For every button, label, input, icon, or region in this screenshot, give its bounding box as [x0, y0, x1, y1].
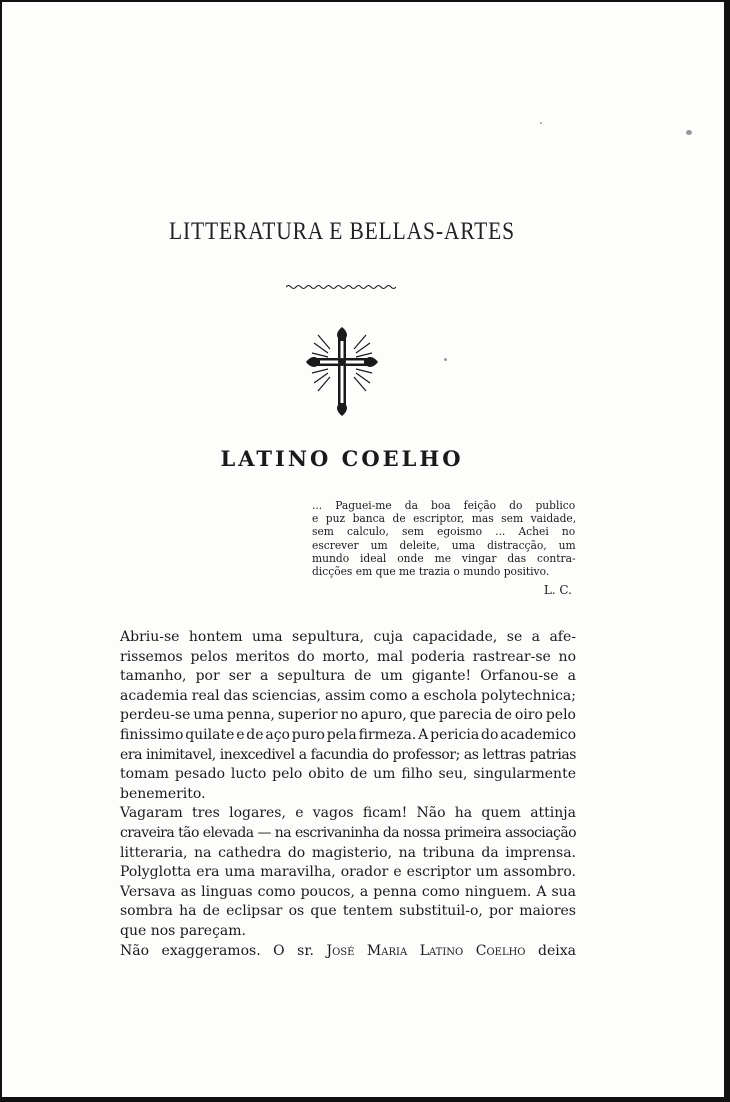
body-line-final	[120, 942, 576, 962]
body-line: Polyglotta era uma maravilha, orador e escriptor um assombro.	[120, 864, 576, 881]
paper-speck	[540, 122, 542, 124]
person-name: José Maria Latino Coelho	[326, 942, 526, 959]
paper-speck	[686, 130, 692, 135]
epigraph-line: ... Paguei-me da boa feição do publico	[312, 499, 576, 512]
epigraph-line: dicções em que me trazia o mundo positivo.	[312, 565, 550, 579]
paper-speck	[444, 358, 447, 361]
body-line: sombra ha de eclipsar os que tentem substituil-o, por maiores	[120, 903, 576, 920]
body-line: Abriu-se hontem uma sepultura, cuja capacidade, se a afe-	[120, 629, 576, 645]
body-line: Versava as linguas como poucos, a penna como ninguem. A sua	[120, 883, 576, 900]
body-line: era inimitavel, inexcedivel a facundia do professor; as lettras patrias	[120, 746, 576, 763]
body-line: craveira tão elevada — na escrivaninha da nossa primeira associação	[120, 824, 577, 841]
wavy-rule-ornament	[286, 283, 396, 291]
final-line-suffix: deixa	[525, 942, 576, 959]
section-title: LITTERATURA E BELLAS-ARTES	[169, 218, 515, 245]
body-line: finissimo quilate e de aço puro pela firmeza. A pericia do academico	[120, 726, 576, 743]
epigraph-line: sem calculo, sem egoismo ... Achei no	[312, 525, 576, 539]
body-line: rissemos pelos meritos do morto, mal poderia rastrear-se no	[120, 648, 576, 665]
epigraph-line: mundo ideal onde me vingar das contra-	[312, 551, 576, 565]
body-line: academia real das sciencias, assim como a eschola polytechnica;	[120, 687, 576, 704]
epigraph	[312, 499, 577, 579]
body-line: Vagaram tres logares, e vagos ficam! Não ha quem attinja	[120, 805, 576, 822]
article-body	[120, 628, 576, 961]
body-line: benemerito.	[120, 785, 206, 802]
article-title: LATINO COELHO	[220, 446, 464, 471]
epigraph-line: escrever um deleite, uma distracção, um	[312, 538, 576, 552]
body-line: tomam pesado lucto pelo obito de um filho seu, singularmente	[120, 766, 576, 783]
cross-ornament-icon	[304, 325, 380, 417]
body-line: perdeu-se uma penna, superior no apuro, que parecia de oiro pelo	[120, 707, 576, 724]
body-line: tamanho, por ser a sepultura de um gigante! Orfanou-se a	[120, 668, 576, 685]
body-line: litteraria, na cathedra do magisterio, na tribuna da imprensa.	[120, 844, 576, 861]
epigraph-signature: L. C.	[543, 583, 572, 597]
epigraph-line: e puz banca de escriptor, mas sem vaidade,	[312, 512, 577, 526]
body-line: que nos pareçam.	[120, 922, 246, 939]
final-line-prefix: Não exaggeramos. O sr.	[120, 942, 327, 959]
